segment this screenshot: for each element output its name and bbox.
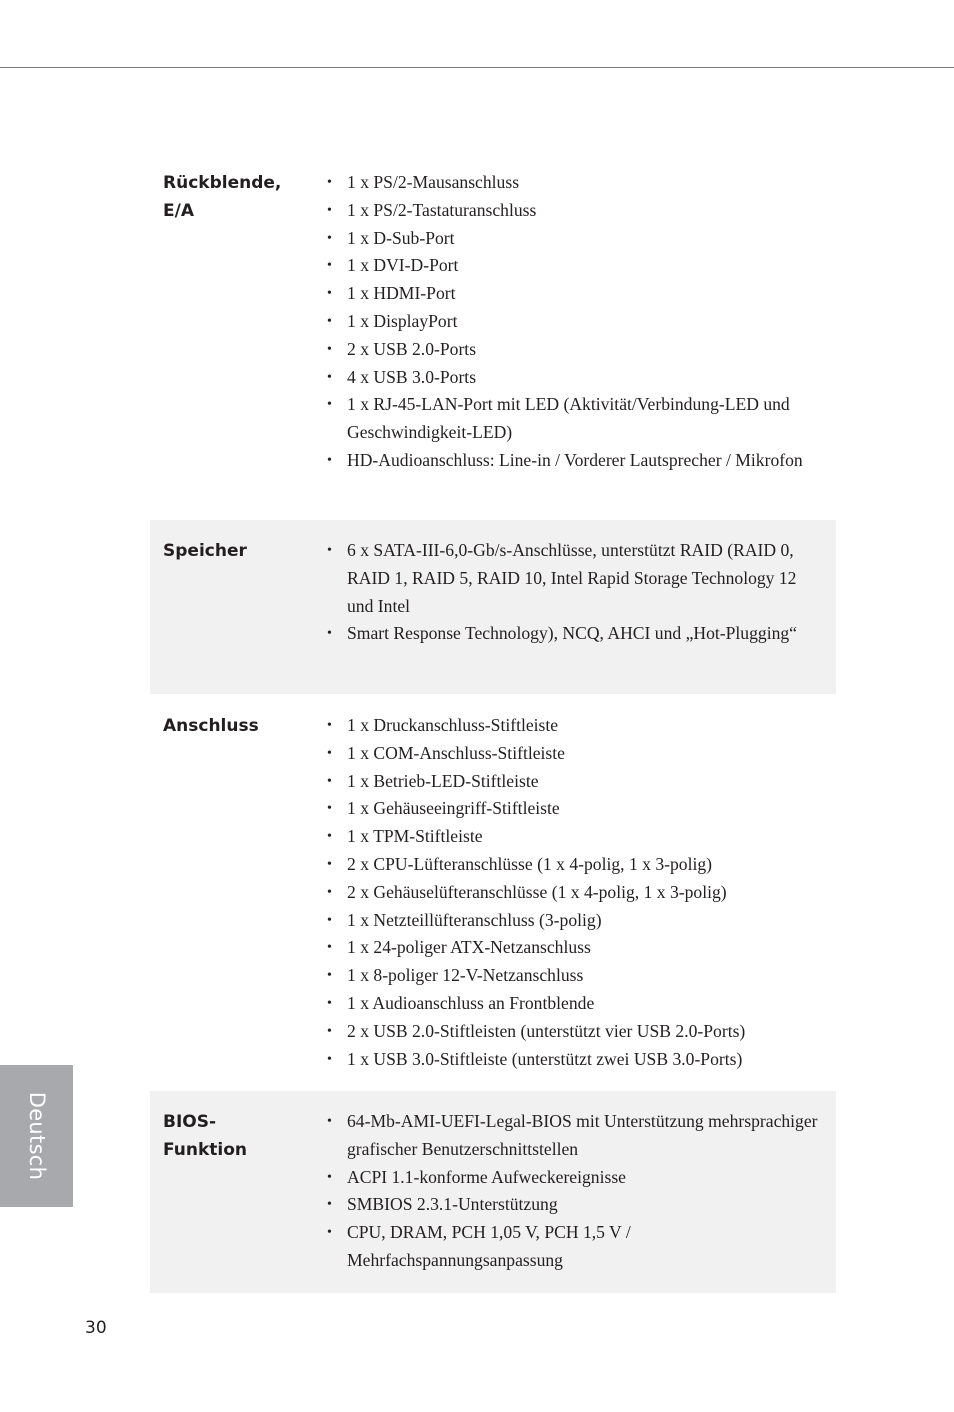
list-item: • 1 x Audioanschluss an Frontblende xyxy=(327,990,822,1018)
bullet-icon: • xyxy=(327,718,332,733)
bullet-icon: • xyxy=(327,801,332,817)
bullet-icon: • xyxy=(327,940,332,956)
spec-label-rear-panel: Rückblende, E/A xyxy=(163,173,282,221)
bullet-icon: • xyxy=(327,884,332,900)
bullet-icon: • xyxy=(327,912,332,928)
list-item: • 1 x Betrieb-LED-Stiftleiste xyxy=(327,768,822,796)
list-item: • 1 x RJ-45-LAN-Port mit LED (Aktivität/Verbindung-LED und Geschwindigkeit-LED) xyxy=(327,391,822,447)
bullet-icon: • xyxy=(327,341,332,357)
bullet-icon: • xyxy=(327,995,332,1011)
list-item: • SMBIOS 2.3.1-Unterstützung xyxy=(327,1191,822,1219)
list-item: • 1 x DVI-D-Port xyxy=(327,252,822,280)
bullet-icon: • xyxy=(327,829,332,845)
spec-section-bios xyxy=(150,1091,836,1293)
spec-label-bios: BIOS- Funktion xyxy=(163,1112,248,1160)
list-item: • 64-Mb-AMI-UEFI-Legal-BIOS mit Unterstützung mehrsprachiger grafischer Benutzerschnittstellen xyxy=(327,1108,822,1164)
list-item: • 1 x HDMI-Port xyxy=(327,280,822,308)
list-item: • 1 x Netzteillüfteranschluss (3-polig) xyxy=(327,907,822,935)
spec-list-storage xyxy=(327,537,822,648)
spec-label-connector: Anschluss xyxy=(163,716,259,736)
list-item: • 1 x USB 3.0-Stiftleiste (unterstützt zwei USB 3.0-Ports) xyxy=(327,1046,822,1074)
bullet-icon: • xyxy=(327,1023,332,1039)
spec-list-bios xyxy=(327,1108,822,1275)
list-item: • 1 x PS/2-Tastaturanschluss xyxy=(327,197,822,225)
language-tab-label: Deutsch xyxy=(24,1091,49,1181)
list-item: • ACPI 1.1-konforme Aufweckereignisse xyxy=(327,1164,822,1192)
bullet-icon: • xyxy=(327,452,332,468)
bullet-icon: • xyxy=(327,1197,332,1213)
bullet-icon: • xyxy=(327,773,332,789)
list-item: • 1 x TPM-Stiftleiste xyxy=(327,823,822,851)
list-item: • 1 x 8-poliger 12-V-Netzanschluss xyxy=(327,962,822,990)
spec-list-connector xyxy=(327,712,822,1073)
list-item: • 1 x Druckanschluss-Stiftleiste xyxy=(327,712,822,740)
bullet-icon: • xyxy=(327,1114,332,1129)
spec-section-rear-panel xyxy=(150,168,836,508)
bullet-icon: • xyxy=(327,1225,332,1241)
list-item: • 2 x USB 2.0-Ports xyxy=(327,336,822,364)
bullet-icon: • xyxy=(327,286,332,302)
list-item: • 4 x USB 3.0-Ports xyxy=(327,364,822,392)
bullet-icon: • xyxy=(327,202,332,218)
bullet-icon: • xyxy=(327,745,332,761)
bullet-icon: • xyxy=(327,258,332,274)
bullet-icon: • xyxy=(327,175,332,190)
page-number: 30 xyxy=(85,1318,107,1338)
bullet-icon: • xyxy=(327,230,332,246)
list-item: • 1 x COM-Anschluss-Stiftleiste xyxy=(327,740,822,768)
list-item: • 6 x SATA-III-6,0-Gb/s-Anschlüsse, unterstützt RAID (RAID 0, RAID 1, RAID 5, RAID 10, Intel Rapid Storage Technology 12 und Intel xyxy=(327,537,822,620)
language-side-tab xyxy=(0,1065,73,1207)
list-item: • 1 x PS/2-Mausanschluss xyxy=(327,169,822,197)
bullet-icon: • xyxy=(327,626,332,642)
list-item: • 1 x 24-poliger ATX-Netzanschluss xyxy=(327,934,822,962)
spec-section-storage xyxy=(150,520,836,694)
list-item: • HD-Audioanschluss: Line-in / Vorderer Lautsprecher / Mikrofon xyxy=(327,447,822,475)
list-item: • Smart Response Technology), NCQ, AHCI und „Hot-Plugging“ xyxy=(327,620,822,648)
bullet-icon: • xyxy=(327,856,332,872)
spec-label-storage: Speicher xyxy=(163,541,247,561)
bullet-icon: • xyxy=(327,1169,332,1185)
bullet-icon: • xyxy=(327,313,332,329)
list-item: • 2 x USB 2.0-Stiftleisten (unterstützt vier USB 2.0-Ports) xyxy=(327,1018,822,1046)
spec-list-rear-panel xyxy=(327,169,822,475)
list-item: • CPU, DRAM, PCH 1,05 V, PCH 1,5 V / Mehrfachspannungsanpassung xyxy=(327,1219,822,1275)
header-rule xyxy=(0,67,954,68)
list-item: • 1 x Gehäuseeingriff-Stiftleiste xyxy=(327,795,822,823)
list-item: • 1 x D-Sub-Port xyxy=(327,225,822,253)
bullet-icon: • xyxy=(327,369,332,385)
list-item: • 1 x DisplayPort xyxy=(327,308,822,336)
bullet-icon: • xyxy=(327,543,332,558)
list-item: • 2 x CPU-Lüfteranschlüsse (1 x 4-polig, 1 x 3-polig) xyxy=(327,851,822,879)
bullet-icon: • xyxy=(327,968,332,984)
bullet-icon: • xyxy=(327,1051,332,1067)
bullet-icon: • xyxy=(327,397,332,413)
list-item: • 2 x Gehäuselüfteranschlüsse (1 x 4-polig, 1 x 3-polig) xyxy=(327,879,822,907)
spec-section-connector xyxy=(150,694,836,1090)
